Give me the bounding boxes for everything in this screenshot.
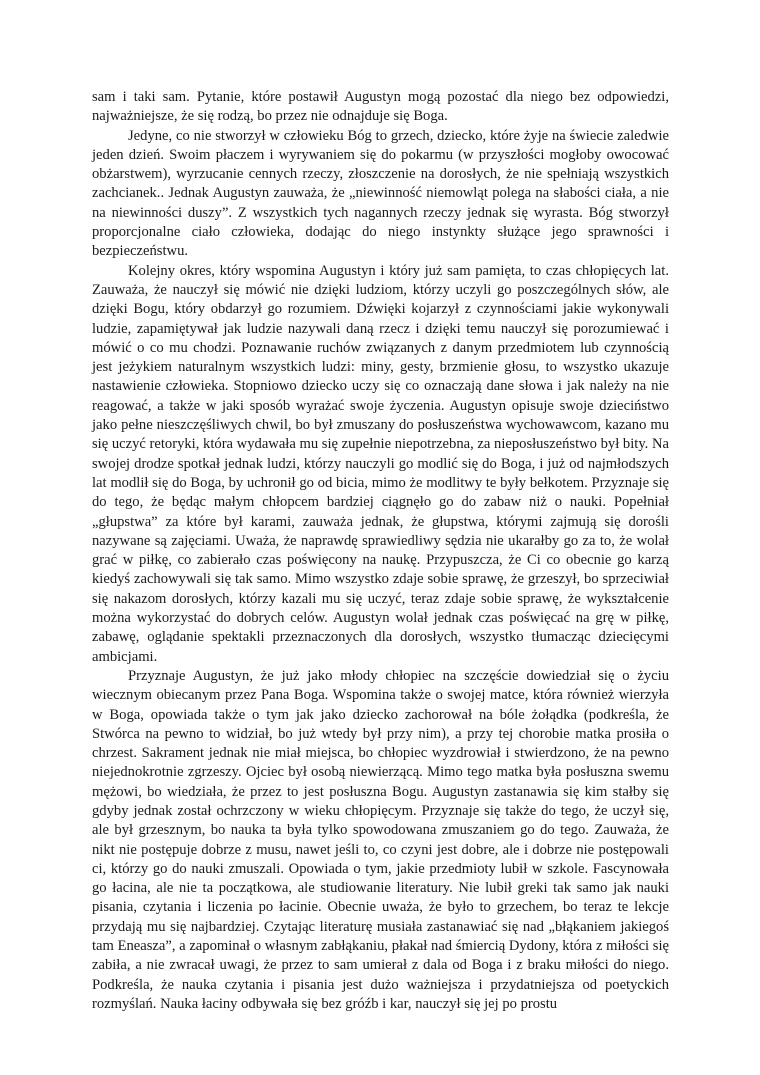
paragraph-continuation: sam i taki sam. Pytanie, które postawił Augustyn mogą pozostać dla niego bez odpowiedzi, najważniejsze, że się rodzą, bo przez nie odnajduje się Boga. <box>92 89 669 125</box>
paragraph-boyhood: Kolejny okres, który wspomina Augustyn i który już sam pamięta, to czas chłopięcych lat. Zauważa, że nauczył się mówić nie dzięki ludziom, którzy uczyli go poszczególnych słów, ale dzięki Bogu, który obdarzył go rozumiem. Dźwięki kojarzył z czynnościami jakie wykonywali ludzie, zapamiętywał jak ludzie nazywali daną rzecz i dzięki temu nauczył się porozumiewać i mówić o co mu chodzi. Poznawanie ruchów związanych z danym przedmiotem lub czynnością jest jeżykiem naturalnym wszystkich ludzi: miny, gesty, brzmienie głosu, to wszystko ukazuje nastawienie człowieka. Stopniowo dziecko uczy się co oznaczają dane słowa i jak należy na nie reagować, a także w jaki sposób wyrażać swoje życzenia. Augustyn opisuje swoje dzieciństwo jako pełne nieszczęśliwych chwil, bo był zmuszany do posłuszeństwa wychowawcom, kazano mu się uczyć retoryki, która wydawała mu się zupełnie niepotrzebna, za nieposłuszeństwo był bity. Na swojej drodze spotkał jednak ludzi, którzy nauczyli go modlić się do Boga, i już od najmłodszych lat modlił się do Boga, by uchronił go od bicia, mimo że modlitwy te były bełkotem. Przyznaje się do tego, że będąc małym chłopcem bardziej ciągnęło go do zabaw niż o nauki. Popełniał „głupstwa” za które był karami, zauważa jednak, że głupstwa, którymi zajmują się dorośli nazywane są zajęciami. Uważa, że naprawdę sprawiedliwy sędzia nie ukarałby go za to, że wolał grać w piłkę, co zabierało czas poświęcony na naukę. Przypuszcza, że Ci co obecnie go karzą kiedyś zachowywali się tak samo. Mimo wszystko zdaje sobie sprawę, że grzeszył, bo sprzeciwiał się nakazom dorosłych, którzy kazali mu się uczyć, teraz zdaje sobie sprawę, że wykształcenie można wykorzystać do dobrych celów. Augustyn wolał jednak czas poświęcać na grę w piłkę, zabawę, oglądanie spektakli przeznaczonych dla dorosłych, wszystko tłumacząc dziecięcymi ambicjami. <box>92 262 669 665</box>
paragraph-infancy-sin: Jedyne, co nie stworzył w człowieku Bóg to grzech, dziecko, które żyje na świecie zaledwie jeden dzień. Swoim płaczem i wyrywaniem się do pokarmu (w przyszłości mogłoby owocować obżarstwem), wyrzucanie cennych rzeczy, złoszczenie na dorosłych, że nie spełniają wszystkich zachcianek.. Jednak Augustyn zauważa, że „niewinność niemowląt polega na słabości ciała, a nie na niewinności duszy”. Z wszystkich tych nagannych rzeczy jednak się wyrasta. Bóg stworzył proporcjonalne ciało człowieka, dodając do niego instynkty służące jego sprawności i bezpieczeństwu. <box>92 127 669 260</box>
paragraph-youth-education: Przyznaje Augustyn, że już jako młody chłopiec na szczęście dowiedział się o życiu wiecznym obiecanym przez Pana Boga. Wspomina także o swojej matce, która również wierzyła w Boga, opowiada także o tym jak jako dziecko zachorował na bóle żołądka (podkreśla, że Stwórca na pewno to widział, bo już wtedy był przy nim), a przy tej chorobie matka prosiła o chrzest. Sakrament jednak nie miał miejsca, bo chłopiec wyzdrowiał i stwierdzono, że na pewno niejednokrotnie zgrzeszy. Ojciec był osobą niewierzącą. Mimo tego matka była posłuszna swemu mężowi, bo wiedziała, że przez to jest posłuszna Bogu. Augustyn zastanawia się kim stałby się gdyby jednak został ochrzczony w wieku chłopięcym. Przyznaje się także do tego, że uczył się, ale był grzesznym, bo nauka ta była tylko spowodowana zmuszaniem go do tego. Zauważa, że nikt nie postępuje dobrze z musu, nawet jeśli to, co czyni jest dobre, ale i dobrze nie postępowali ci, którzy go do nauki zmuszali. Opowiada o tym, jakie przedmioty lubił w szkole. Fascynowała go łacina, ale nie ta początkowa, ale studiowanie literatury. Nie lubił greki tak samo jak nauki pisania, czytania i liczenia po łacinie. Obecnie uważa, że było to grzechem, bo teraz te lekcje przydają mu się najbardziej. Czytając literaturę musiała zastanawiać się nad „błąkaniem jakiegoś tam Eneasza”, a zapominał o własnym zabłąkaniu, płakał nad śmiercią Dydony, która z miłości się zabiła, a nie zwracał uwagi, że przez to sam umierał z dala od Boga i z braku miłości do niego. Podkreśla, że nauka czytania i pisania jest dużo ważniejsza i przydatniejsza od poetyckich rozmyślań. Nauka łaciny odbywała się bez gróźb i kar, nauczył się jej po prostu <box>92 667 669 1012</box>
document-page <box>92 88 669 1014</box>
